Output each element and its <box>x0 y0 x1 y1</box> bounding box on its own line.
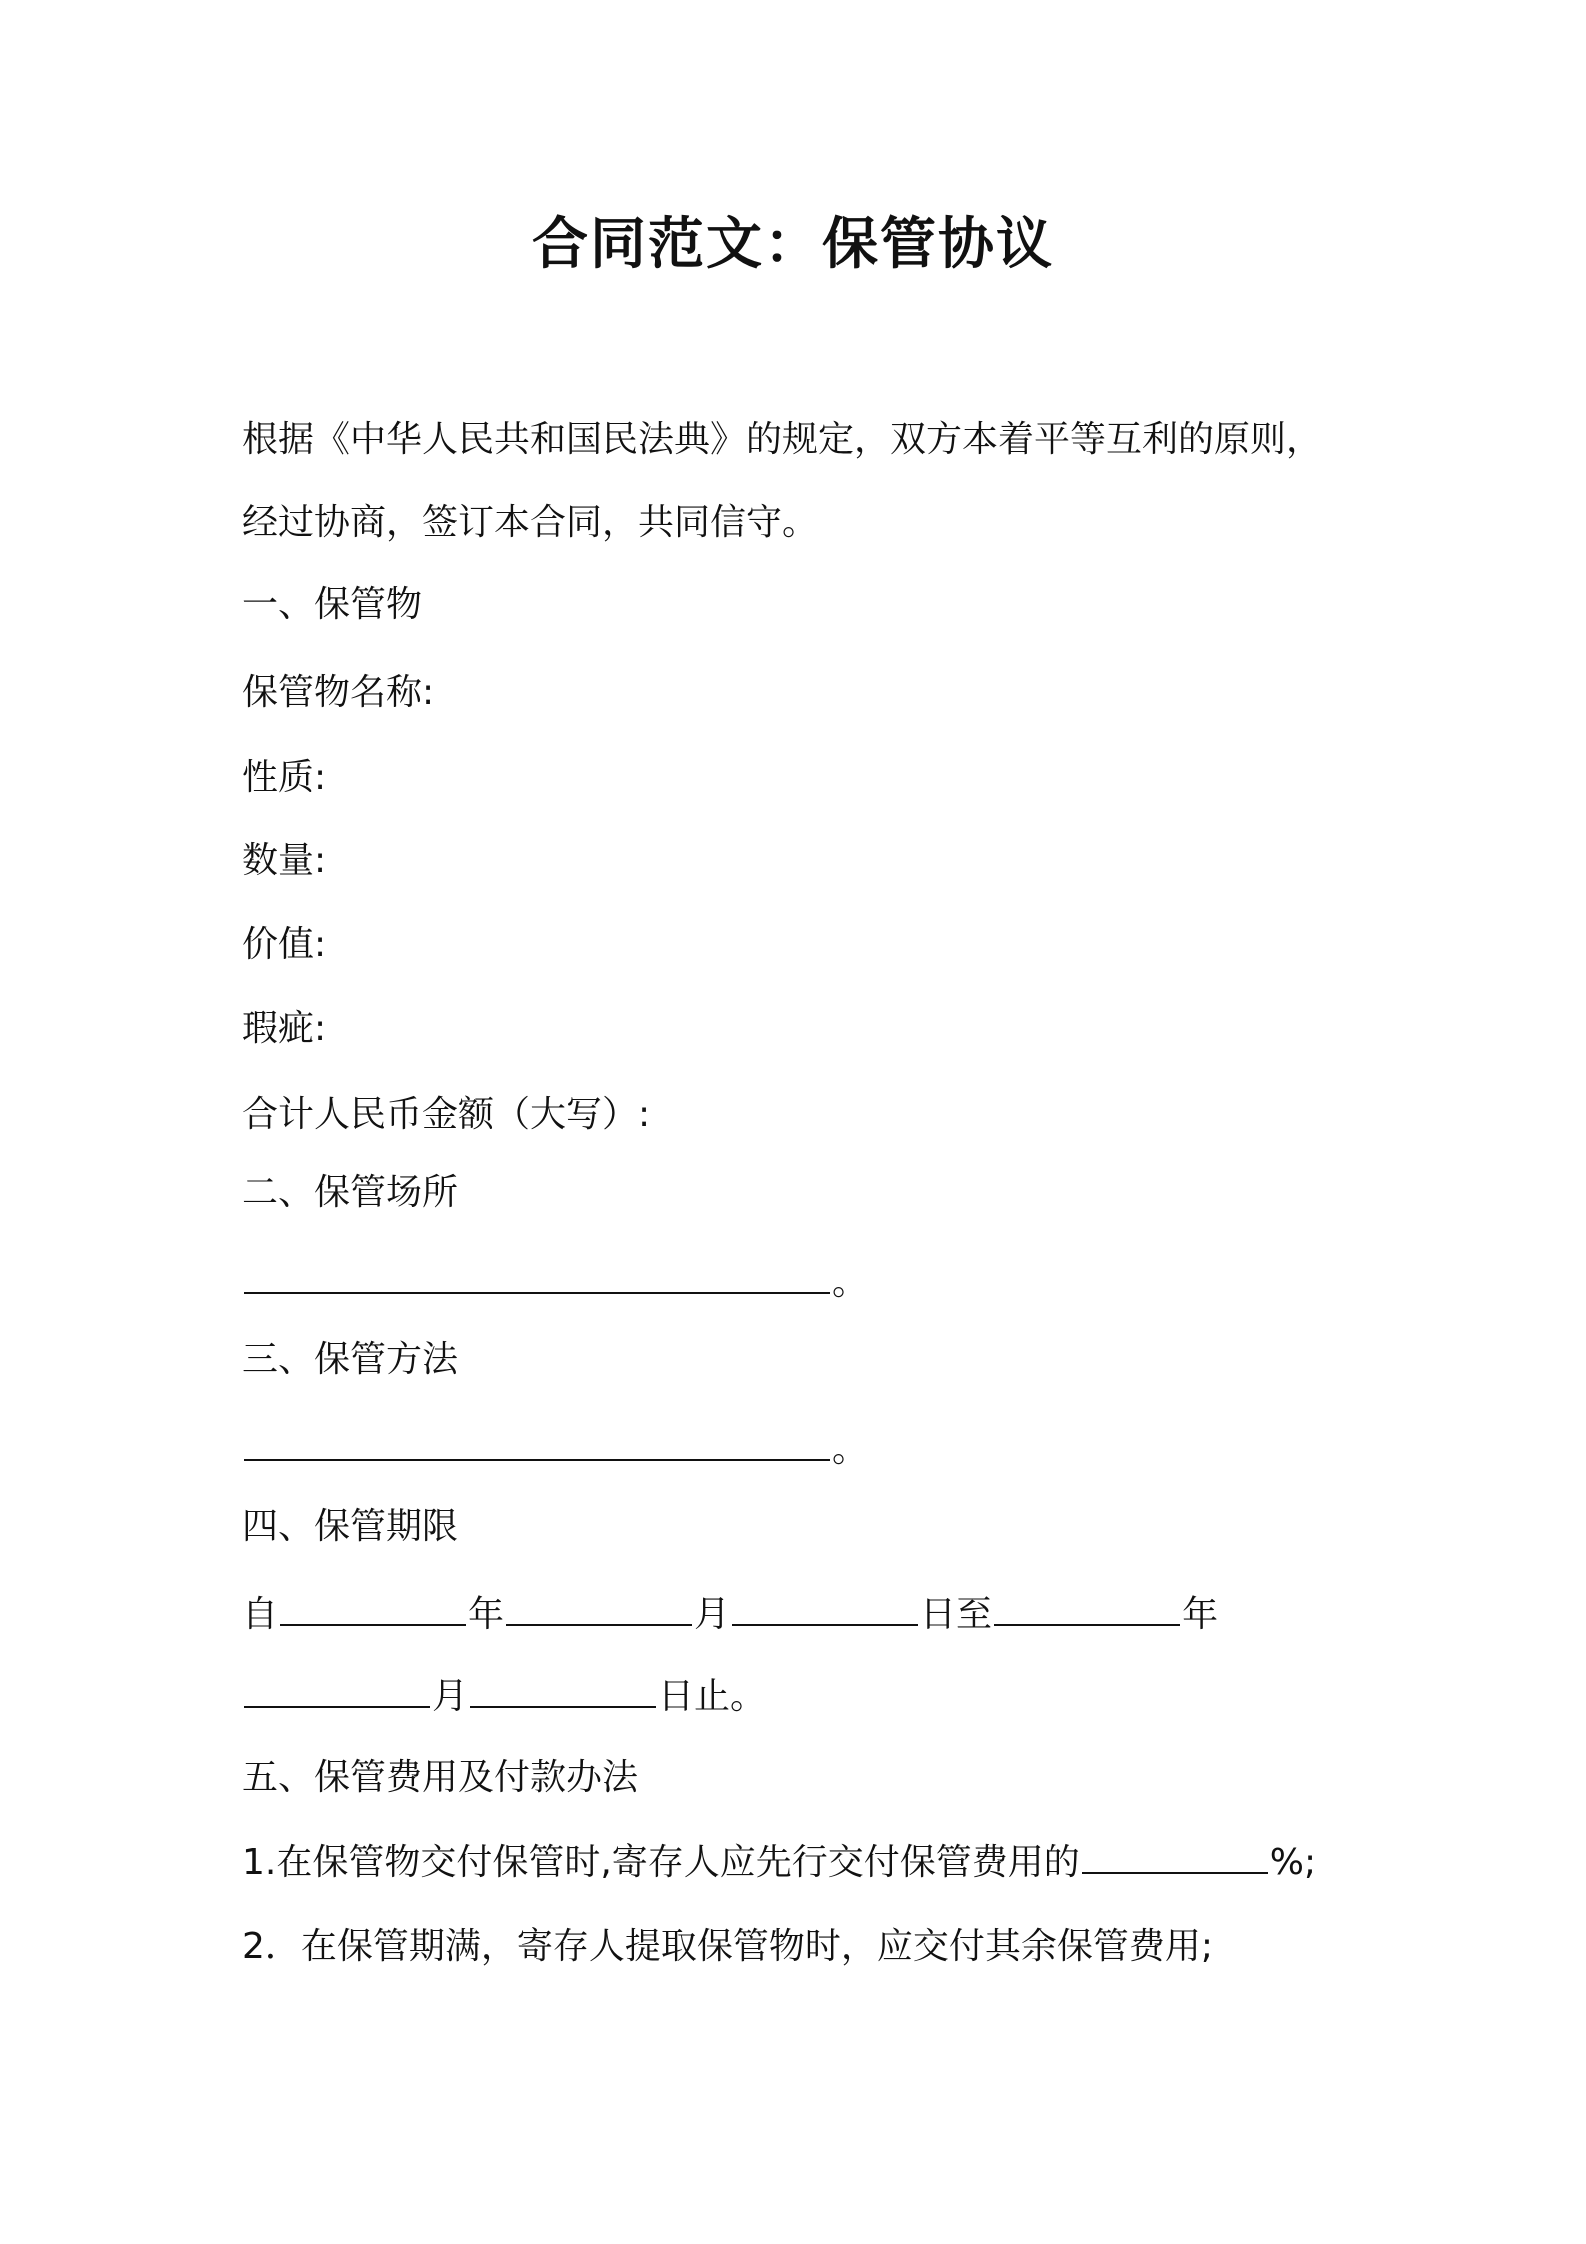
storage-method-end: 。 <box>832 1429 869 1470</box>
storage-period-line-2 <box>242 1672 766 1722</box>
payment-item-1-text: 1.在保管物交付保管时,寄存人应先行交付保管费用的 <box>242 1842 1080 1883</box>
end-year-blank <box>994 1590 1180 1626</box>
end-year-label: 年 <box>1182 1594 1219 1635</box>
period-from-label: 自 <box>242 1594 279 1635</box>
end-day-blank <box>470 1672 656 1708</box>
start-year-label: 年 <box>468 1594 505 1635</box>
section-5-heading: 五、保管费用及付款办法 <box>242 1757 639 1798</box>
field-quantity: 数量: <box>242 840 327 881</box>
field-total-amount: 合计人民币金额（大写）: <box>242 1094 651 1135</box>
storage-location-line <box>242 1258 868 1308</box>
storage-period-line-1 <box>242 1590 1218 1640</box>
intro-paragraph-line-2: 经过协商，签订本合同，共同信守。 <box>242 502 819 543</box>
end-day-label: 日止。 <box>658 1676 767 1717</box>
storage-method-blank <box>244 1425 830 1461</box>
advance-percent-blank <box>1082 1838 1268 1874</box>
storage-method-line <box>242 1425 868 1475</box>
payment-item-2: 2．在保管期满，寄存人提取保管物时，应交付其余保管费用; <box>242 1926 1214 1967</box>
section-3-heading: 三、保管方法 <box>242 1339 459 1380</box>
section-1-heading: 一、保管物 <box>242 584 423 625</box>
field-nature: 性质: <box>242 757 327 798</box>
start-day-blank <box>732 1590 918 1626</box>
document-title: 合同范文：保管协议 <box>532 212 1054 277</box>
end-month-label: 月 <box>432 1676 469 1717</box>
start-month-blank <box>506 1590 692 1626</box>
start-year-blank <box>280 1590 466 1626</box>
end-month-blank <box>244 1672 430 1708</box>
start-day-to-label: 日至 <box>920 1594 993 1635</box>
field-item-name: 保管物名称: <box>242 672 435 713</box>
section-2-heading: 二、保管场所 <box>242 1172 459 1213</box>
field-value: 价值: <box>242 924 327 965</box>
intro-paragraph-line-1: 根据《中华人民共和国民法典》的规定，双方本着平等互利的原则， <box>242 419 1323 460</box>
payment-item-1 <box>242 1838 1316 1888</box>
start-month-label: 月 <box>694 1594 731 1635</box>
field-defect: 瑕疵: <box>242 1008 327 1049</box>
storage-location-blank <box>244 1258 830 1294</box>
section-4-heading: 四、保管期限 <box>242 1506 459 1547</box>
storage-location-end: 。 <box>832 1262 869 1303</box>
payment-item-1-end: %; <box>1269 1842 1317 1883</box>
